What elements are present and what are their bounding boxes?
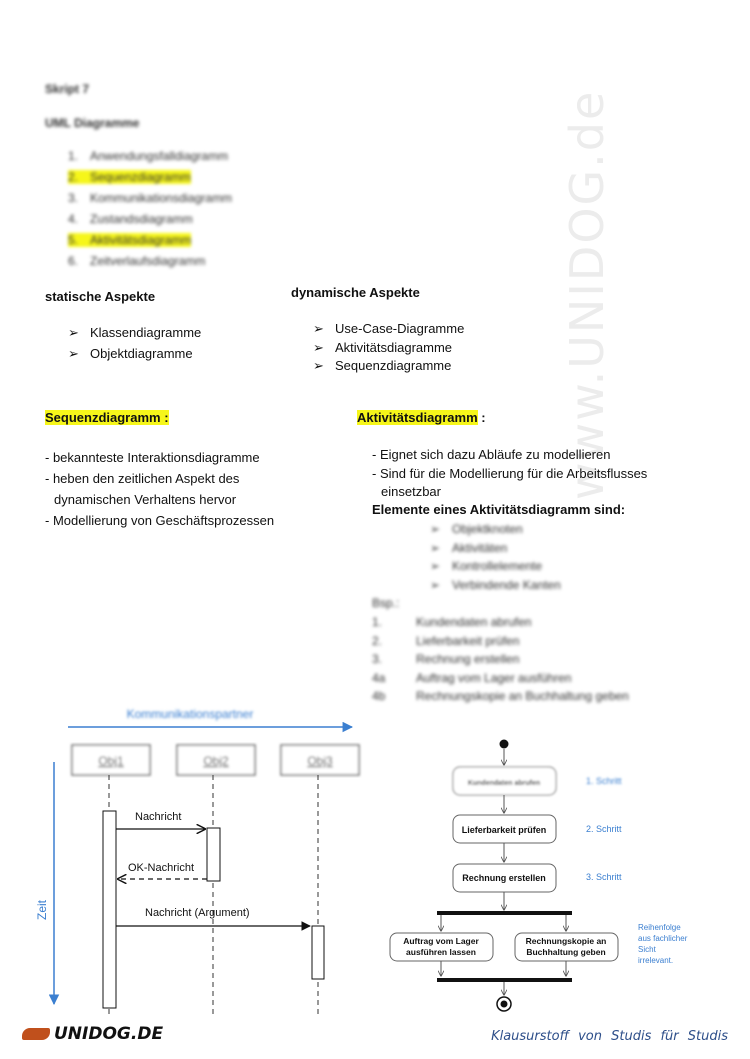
static-aspects-title: statische Aspekte: [45, 289, 156, 304]
step-label: 1. Schritt: [586, 776, 622, 786]
arrow-bullet-icon: ➢: [430, 559, 441, 573]
action-label: Buchhaltung geben: [526, 947, 606, 957]
list-item: ➢ Use-Case-Diagramme: [313, 320, 464, 339]
text-line: - heben den zeitlichen Aspekt des: [45, 471, 240, 486]
list-item: ➢ Verbindende Kanten: [430, 576, 561, 595]
sequence-section-title: Sequenzdiagramm :: [45, 410, 169, 425]
uml-title: UML Diagramme: [45, 116, 140, 130]
arrow-bullet-icon: ➢: [68, 325, 79, 340]
script-title: Skript 7: [45, 82, 90, 96]
initial-node: [500, 740, 509, 749]
list-item: 4a Auftrag vom Lager ausführen: [372, 670, 572, 685]
activity-elements-list: [430, 520, 561, 594]
dog-logo-icon: [22, 1028, 50, 1040]
arrow-bullet-icon: ➢: [313, 339, 324, 355]
unidog-logo: UNIDOG.DE: [22, 1024, 163, 1044]
activity-section-text: [372, 446, 647, 502]
activation-bar: [103, 811, 116, 1008]
arrow-bullet-icon: ➢: [313, 358, 324, 373]
step-label: 3. Schritt: [586, 872, 622, 882]
example-steps: [372, 613, 629, 706]
list-item: 3. Kommunikationsdiagramm: [68, 191, 233, 205]
list-item: 2. Sequenzdiagramm: [68, 170, 191, 184]
action-label: Rechnungskopie an: [525, 936, 607, 946]
text-line: - Eignet sich dazu Abläufe zu modellieren: [372, 447, 611, 462]
arrow-bullet-icon: ➢: [313, 321, 324, 336]
arrow-bullet-icon: ➢: [430, 522, 441, 536]
list-item: 5. Aktivitätsdiagramm: [68, 233, 192, 247]
list-item: 2. Lieferbarkeit prüfen: [372, 633, 520, 648]
dynamic-aspects-title: dynamische Aspekte: [291, 285, 420, 300]
action-label: Lieferbarkeit prüfen: [461, 825, 547, 835]
list-item: ➢ Klassendiagramme: [68, 322, 201, 343]
list-item: ➢ Objektknoten: [430, 520, 561, 539]
list-item: 4. Zustandsdiagramm: [68, 212, 193, 226]
message-label: OK-Nachricht: [128, 862, 195, 874]
activity-section-title: Aktivitätsdiagramm :: [357, 410, 486, 425]
activation-bar: [207, 828, 220, 881]
list-item: 3. Rechnung erstellen: [372, 652, 520, 666]
action-label: ausführen lassen: [406, 947, 476, 957]
uml-list: [68, 149, 232, 275]
activity-diagram: [380, 730, 710, 1020]
text-line: - Sind für die Modellierung für die Arbeitsflusses: [372, 465, 648, 481]
arrow-bullet-icon: ➢: [430, 540, 441, 555]
message-label: Nachricht: [135, 811, 182, 823]
sequence-section-text: [45, 447, 274, 531]
note-text: aus fachlicher: [638, 934, 688, 943]
action-label: Rechnung erstellen: [462, 873, 546, 883]
partners-label: Kommunikationspartner: [126, 707, 254, 721]
note-text: Sicht: [638, 945, 656, 954]
list-item: ➢ Kontrollelemente: [430, 557, 561, 576]
watermark: www.UNIDOG.de: [560, 89, 614, 500]
final-node-core: [501, 1001, 508, 1008]
note-text: Reihenfolge: [638, 923, 681, 932]
sequence-diagram: [0, 700, 370, 1020]
list-item: ➢ Aktivitätsdiagramme: [313, 339, 464, 358]
text-line: einsetzbar: [381, 484, 441, 499]
action-label: Auftrag vom Lager: [403, 936, 479, 946]
object-label: Obj3: [307, 754, 333, 768]
step-label: 2. Schritt: [586, 824, 622, 834]
note-text: irrelevant.: [638, 956, 674, 965]
list-item: ➢ Aktivitäten: [430, 539, 561, 558]
footer-tagline: Klausurstoff von Studis für Studis: [491, 1029, 728, 1044]
list-item: ➢ Objektdiagramme: [68, 343, 201, 364]
list-item: 6. Zeitverlaufsdiagramm: [68, 254, 206, 268]
text-line: - Modellierung von Geschäftsprozessen: [45, 513, 275, 528]
list-item: ➢ Sequenzdiagramme: [313, 357, 464, 376]
fork-bar: [437, 911, 572, 915]
arrow-bullet-icon: ➢: [430, 577, 441, 592]
activation-bar: [312, 926, 324, 979]
text-line: - bekannteste Interaktionsdiagramme: [45, 450, 260, 465]
object-label: Obj1: [98, 754, 124, 768]
list-item: 1. Anwendungsfalldiagramm: [68, 149, 229, 163]
arrow-bullet-icon: ➢: [68, 346, 79, 361]
object-label: Obj2: [203, 754, 229, 768]
activity-elements-title: Elemente eines Aktivitätsdiagramm sind:: [372, 502, 626, 517]
message-label: Nachricht (Argument): [145, 907, 250, 919]
time-label: Zeit: [35, 899, 49, 921]
dynamic-aspects-list: [313, 320, 464, 376]
action-label: Kundendaten abrufen: [467, 780, 541, 787]
example-label: Bsp.:: [372, 596, 400, 610]
list-item: 1. Kundendaten abrufen: [372, 615, 532, 629]
join-bar: [437, 978, 572, 982]
static-aspects-list: [68, 322, 201, 364]
text-line: dynamischen Verhaltens hervor: [54, 492, 237, 507]
list-item: 4b Rechnungskopie an Buchhaltung geben: [372, 689, 629, 703]
